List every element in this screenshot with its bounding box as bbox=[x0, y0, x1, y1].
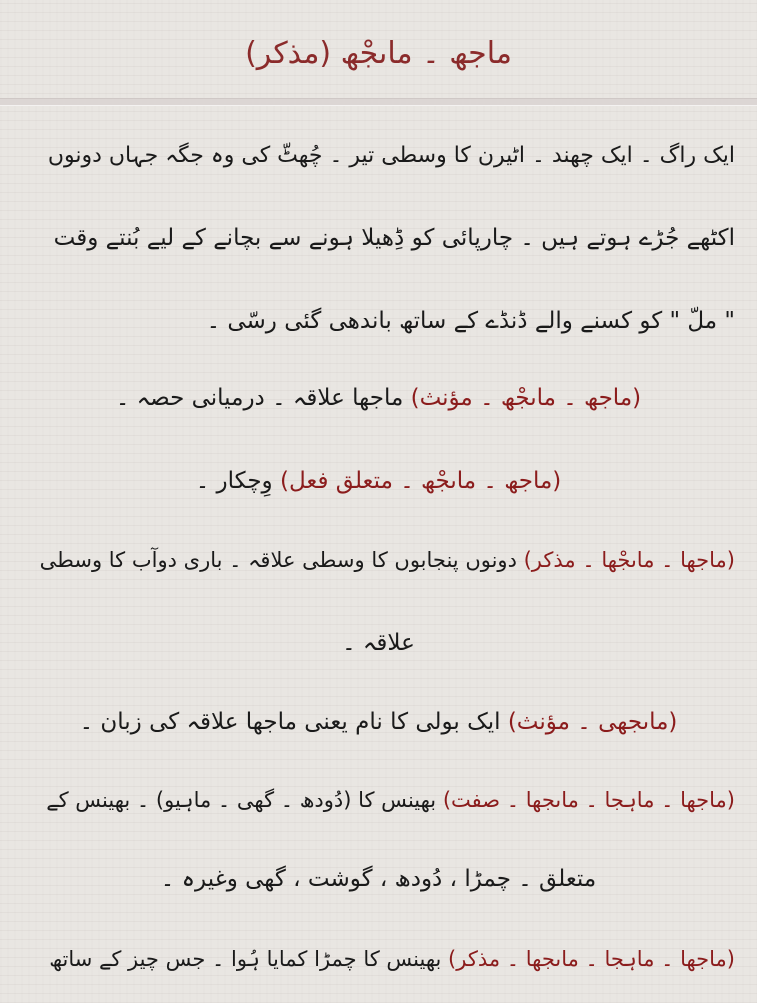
title-divider bbox=[0, 98, 757, 106]
text-line-7 bbox=[0, 627, 757, 659]
definition-text: " ملّ " کو کسنے والے ڈنڈے کے ساتھ باندھی گئی رسّی ۔ bbox=[206, 308, 735, 334]
entry-line-4 bbox=[0, 382, 757, 414]
definition-text: بھینس کا چمڑا کمایا ہُوا ۔ جس چیز کے ساتھ bbox=[49, 947, 449, 971]
text-line-10 bbox=[0, 863, 757, 895]
page-title: ماجھ ۔ ماںجْھ (مذکر) bbox=[245, 36, 512, 71]
grammar-tag: (ماںجھی ۔ مؤنث) bbox=[507, 709, 678, 735]
entry-line-8 bbox=[0, 706, 757, 738]
definition-text: وِچکار ۔ bbox=[195, 468, 280, 494]
grammar-tag: (ماجھ ۔ ماںجْھ ۔ مؤنث) bbox=[410, 385, 642, 411]
definition-text: بھینس کا (دُودھ ۔ گھی ۔ ماہیو) ۔ بھینس کے bbox=[46, 788, 443, 812]
text-line-2 bbox=[20, 222, 735, 254]
definition-text: متعلق ۔ چمڑا ، دُودھ ، گوشت ، گھی وغیرہ ۔ bbox=[160, 866, 597, 892]
definition-text: ایک راگ ۔ ایک چھند ۔ اٹیرن کا وسطی تیر ۔ چُھٹّ کی وہ جگہ جہاں دونوں bbox=[47, 143, 735, 168]
grammar-tag: (ماجھ ۔ ماںجْھ ۔ متعلق فعل) bbox=[279, 468, 562, 494]
definition-text: ماجھا علاقہ ۔ درمیانی حصہ ۔ bbox=[115, 385, 411, 411]
grammar-tag: (ماجھا ۔ ماہجا ۔ ماںجھا ۔ مذکر) bbox=[448, 947, 735, 971]
definition-text: ایک بولی کا نام یعنی ماجھا علاقہ کی زبان ۔ bbox=[79, 709, 508, 735]
definition-text: دونوں پنجابوں کا وسطی علاقہ ۔ باری دوآب کا وسطی bbox=[39, 548, 524, 572]
text-line-3 bbox=[35, 305, 735, 337]
entry-line-9 bbox=[20, 784, 735, 816]
definition-text: اکٹھے جُڑے ہوتے ہیں ۔ چارپائی کو ڈِھیلا ہونے سے بچانے کے لیے بُنتے وقت bbox=[53, 225, 735, 251]
grammar-tag: (ماجھا ۔ ماہجا ۔ ماںجھا ۔ صفت) bbox=[442, 788, 735, 812]
definition-text: علاقہ ۔ bbox=[342, 630, 415, 656]
entry-line-5 bbox=[0, 465, 757, 497]
entry-line-6 bbox=[20, 544, 735, 576]
entry-line-11 bbox=[20, 943, 735, 975]
grammar-tag: (ماجھا ۔ ماںجْھا ۔ مذکر) bbox=[523, 548, 735, 572]
text-line-1 bbox=[20, 140, 735, 172]
